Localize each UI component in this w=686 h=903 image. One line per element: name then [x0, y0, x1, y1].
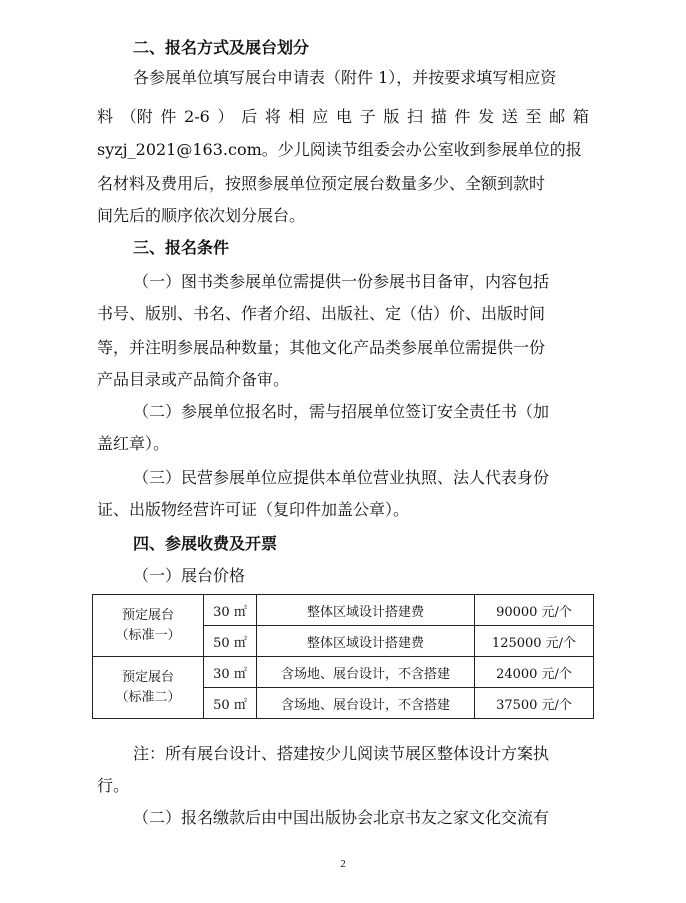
section2-paragraph-line-1: 各参展单位填写展台申请表（附件 1），并按要求填写相应资 [133, 68, 557, 87]
section3-para2-line-1: （二）参展单位报名时，需与招展单位签订安全责任书（加 [133, 402, 550, 421]
section3-para1-line-1: （一）图书类参展单位需提供一份参展书目备审，内容包括 [133, 272, 550, 291]
section2-paragraph-line-3: syzj_2021@163.com。少儿阅读节组委会办公室收到参展单位的报 [97, 140, 582, 159]
section4-heading: 四、参展收费及开票 [133, 534, 278, 553]
section3-para1-line-3: 等，并注明参展品种数量；其他文化产品类参展单位需提供一份 [97, 338, 546, 357]
booth-description-cell: 整体区域设计搭建费 [257, 595, 475, 626]
booth-area-cell: 50 ㎡ [204, 688, 257, 719]
booth-description-cell: 含场地、展台设计，不含搭建 [257, 688, 475, 719]
standard-1-label: 预定展台 （标准一） [93, 595, 204, 657]
booth-description-cell: 含场地、展台设计，不含搭建 [257, 657, 475, 688]
section4-subheading-2: （二）报名缴款后由中国出版协会北京书友之家文化交流有 [133, 808, 550, 827]
section2-heading: 二、报名方式及展台划分 [133, 38, 310, 57]
table-row [93, 595, 594, 626]
section2-paragraph-line-5: 间先后的顺序依次划分展台。 [97, 206, 306, 225]
section3-para3-line-1: （三）民营参展单位应提供本单位营业执照、法人代表身份 [133, 468, 550, 487]
booth-price-cell: 37500 元/个 [475, 688, 594, 719]
booth-area-cell: 50 ㎡ [204, 626, 257, 657]
page-number: 2 [340, 858, 346, 870]
standard-2-label: 预定展台 （标准二） [93, 657, 204, 719]
booth-price-table [92, 594, 594, 719]
table-row [93, 657, 594, 688]
section2-paragraph-line-4: 名材料及费用后，按照参展单位预定展台数量多少、全额到款时 [97, 174, 546, 193]
section3-para2-line-2: 盖红章）。 [97, 434, 170, 453]
booth-price-cell: 24000 元/个 [475, 657, 594, 688]
table-note-line-2: 行。 [97, 776, 130, 795]
section3-para1-line-2: 书号、版别、书名、作者介绍、出版社、定（估）价、出版时间 [97, 304, 546, 323]
table-note-line-1: 注：所有展台设计、搭建按少儿阅读节展区整体设计方案执 [133, 744, 550, 763]
section4-subheading-1: （一）展台价格 [133, 566, 246, 585]
section3-para3-line-2: 证、出版物经营许可证（复印件加盖公章）。 [97, 500, 410, 519]
booth-area-cell: 30 ㎡ [204, 595, 257, 626]
section3-para1-line-4: 产品目录或产品简介备审。 [97, 370, 290, 389]
section3-heading: 三、报名条件 [133, 238, 230, 257]
section2-paragraph-line-2: 料 （附 件 2-6 ） 后 将 相 应 电 子 版 扫 描 件 发 送 至 邮 箱 [97, 107, 589, 126]
booth-price-cell: 90000 元/个 [475, 595, 594, 626]
booth-price-cell: 125000 元/个 [475, 626, 594, 657]
booth-area-cell: 30 ㎡ [204, 657, 257, 688]
booth-description-cell: 整体区域设计搭建费 [257, 626, 475, 657]
